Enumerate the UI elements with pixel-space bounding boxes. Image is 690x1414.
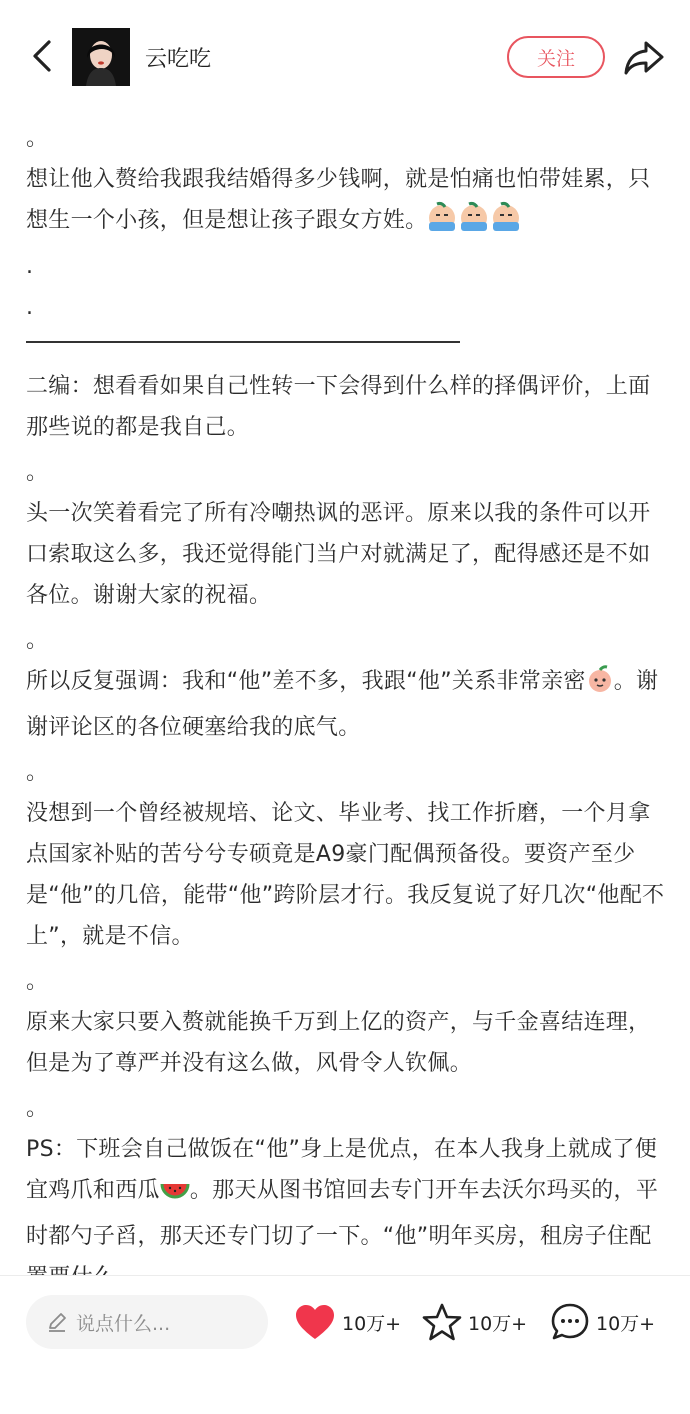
crying-emoji-icon (427, 202, 523, 246)
follow-button[interactable]: 关注 (507, 36, 605, 78)
post-paragraph: 所以反复强调：我和“他”差不多，我跟“他”关系非常亲密 。谢谢评论区的各位硬塞给我的底气。 (26, 661, 666, 748)
post-paragraph: 原来大家只要入赘就能换千万到上亿的资产，与千金喜结连理，但是为了尊严并没有这么做，风骨令人钦佩。 (26, 1010, 651, 1076)
post-paragraph: . (26, 254, 34, 279)
avatar[interactable] (72, 28, 130, 86)
share-icon (622, 38, 666, 78)
like-button[interactable] (294, 1300, 401, 1344)
top-bar (0, 0, 690, 115)
post-paragraph: 。 (26, 1096, 49, 1121)
post-paragraph: 。 (26, 628, 49, 653)
post-paragraph: 。 (26, 969, 49, 994)
star-icon (422, 1302, 462, 1342)
heart-icon (294, 1303, 336, 1341)
bottom-action-bar (0, 1275, 690, 1414)
post-paragraph: 。 (26, 126, 49, 151)
divider (26, 328, 666, 362)
share-button[interactable] (622, 38, 666, 78)
post-paragraph: 二编：想看看如果自己性转一下会得到什么样的择偶评价，上面那些说的都是我自己。 (26, 374, 651, 440)
post-paragraph: PS：下班会自己做饭在“他”身上是优点，在本人我身上就成了便宜鸡爪和西瓜 。那天从图书馆回去专门开车去沃尔玛买的，平时都勺子舀，那天还专门切了一下。“他”明年买房，租房子住配 (26, 1137, 659, 1249)
comment-button[interactable] (550, 1300, 655, 1344)
favorite-count: 10万+ (468, 1312, 528, 1335)
comment-input[interactable] (26, 1295, 268, 1349)
post-paragraph: 头一次笑着看完了所有冷嘲热讽的恶评。原来以我的条件可以开口索取这么多，我还觉得能门当户对就满足了，配得感还是不如各位。谢谢大家的祝福。 (26, 501, 651, 608)
like-count: 10万+ (342, 1312, 402, 1335)
favorite-button[interactable] (422, 1300, 527, 1344)
peach-emoji-icon (586, 665, 614, 707)
author-name[interactable]: 云吃吃 (145, 47, 212, 72)
back-button[interactable] (22, 36, 62, 76)
pencil-icon (46, 1311, 68, 1333)
back-arrow-icon (31, 39, 53, 73)
watermelon-emoji-icon (160, 1175, 190, 1216)
comment-count: 10万+ (596, 1312, 656, 1335)
comment-bubble-icon (550, 1302, 590, 1342)
post-paragraph: 。 (26, 760, 49, 785)
post-paragraph: . (26, 295, 34, 320)
post-paragraph: 没想到一个曾经被规培、论文、毕业考、找工作折磨，一个月拿点国家补贴的苦兮兮专硕竟是A9豪门配偶预备役。要资产至少是“他”的几倍，能带“他”跨阶层才行。我反复说了好几次“他配不上”，就是不信。 (26, 801, 665, 949)
post-body (26, 115, 666, 1275)
post-paragraph: 想让他入赘给我跟我结婚得多少钱啊，就是怕痛也怕带娃累，只想生一个小孩，但是想让孩子跟女方姓。 (26, 159, 666, 246)
comment-placeholder: 说点什么... (76, 1312, 171, 1335)
post-paragraph: 。 (26, 460, 49, 485)
